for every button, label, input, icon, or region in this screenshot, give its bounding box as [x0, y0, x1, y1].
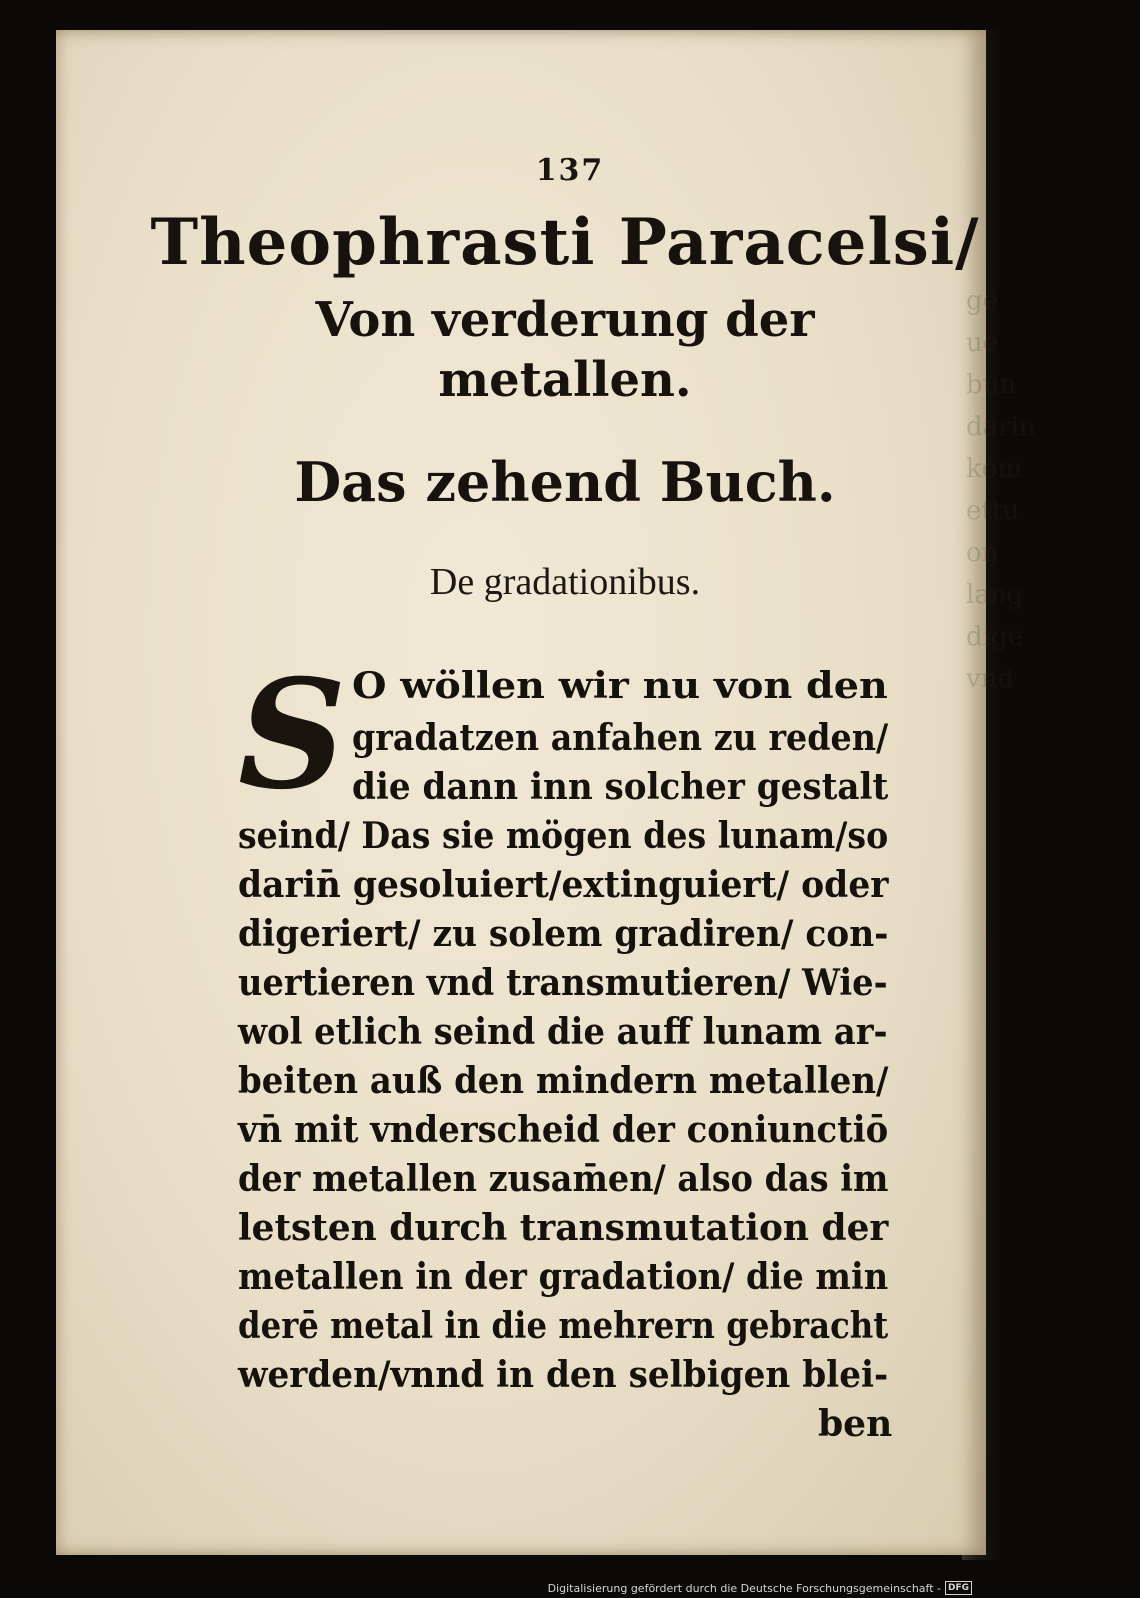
body-line: letsten durch transmutation der: [238, 1207, 889, 1249]
body-line: gradatzen anfahen zu reden/: [352, 717, 889, 759]
bleed-line: kom: [966, 454, 1023, 484]
body-line: vn̄ mit vnderscheid der coniunctiō: [238, 1109, 889, 1151]
bleed-line: vnd: [966, 664, 1015, 694]
body-line: digeriert/ zu solem gradiren/ con-: [238, 913, 889, 955]
body-line: metallen in der gradation/ die min: [238, 1256, 889, 1298]
body-line: O wöllen wir nu von den: [352, 665, 888, 707]
body-line: werden/vnnd in den selbigen blei-: [238, 1354, 889, 1396]
bleed-line: on: [966, 538, 999, 568]
body-line: darin̄ gesoluiert/extinguiert/ oder: [238, 864, 889, 906]
chapter-subtitle: De gradationibus.: [429, 561, 701, 603]
bleed-line: ue: [966, 328, 999, 358]
body-line: beiten auß den mindern metallen/: [238, 1060, 889, 1102]
bleed-line: ge: [966, 286, 999, 316]
body-line: uertieren vnd transmutieren/ Wie-: [238, 962, 888, 1004]
footer-text: Digitalisierung gefördert durch die Deutsche Forschungsgemeinschaft -: [547, 1581, 941, 1595]
bleed-line: bun: [966, 370, 1017, 400]
body-line: wol etlich seind die auff lunam ar-: [238, 1011, 888, 1053]
book-heading: Das zehend Buch.: [294, 450, 836, 514]
body-line: derē metal in die mehrern gebracht: [238, 1305, 889, 1347]
drop-cap: S: [238, 647, 347, 823]
bleed-line: dige: [966, 622, 1023, 652]
title-line-2: Von verderung der: [315, 292, 815, 348]
bleed-line: darin: [966, 412, 1036, 442]
page-number: 137: [535, 153, 605, 188]
bleed-line: lang: [966, 580, 1024, 610]
bleed-line: ettu: [966, 496, 1020, 526]
body-line: der metallen zusam̄en/ also das im: [238, 1158, 889, 1200]
body-line: seind/ Das sie mögen des lunam/so: [238, 815, 889, 857]
title-author: Theophrasti Paracelsi/: [150, 205, 980, 280]
dfg-logo: DFG: [945, 1581, 972, 1595]
title-line-3: metallen.: [438, 352, 692, 408]
digitization-footer: [548, 1578, 972, 1598]
body-line-catchword: ben: [818, 1403, 893, 1445]
body-line: die dann inn solcher gestalt: [352, 766, 889, 808]
